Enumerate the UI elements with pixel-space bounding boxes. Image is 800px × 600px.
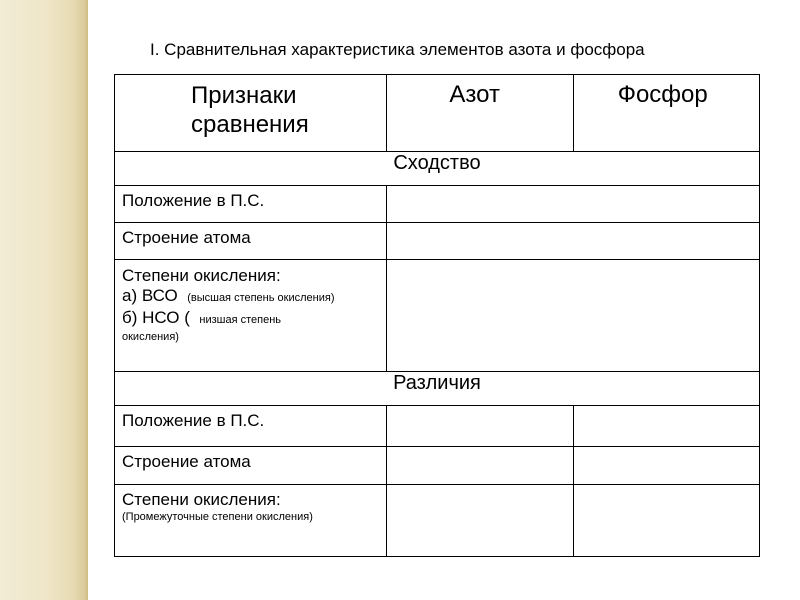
oxidation-b [122,308,386,330]
table-row [115,447,760,485]
row-label-oxidation [115,260,387,372]
header-row [115,75,760,152]
slide-side-band-edge [86,0,88,600]
cell-nitrogen-oxidation[interactable] [387,485,573,557]
cell-phosphorus-position[interactable] [573,406,759,447]
row-label-oxidation-diff [115,485,387,557]
cell-similarity-position[interactable] [387,186,760,223]
oxidation-a-note: (высшая степень окисления) [187,292,335,304]
cell-phosphorus-oxidation[interactable] [573,485,759,557]
table-row [115,260,760,372]
oxidation-a [122,286,386,308]
cell-similarity-oxidation[interactable] [387,260,760,372]
table-row [115,485,760,557]
cell-nitrogen-position[interactable] [387,406,573,447]
row-label-structure: Строение атома [115,223,387,260]
slide-side-band [0,0,86,600]
section-row-similarity [115,152,760,186]
oxidation-a-label: а) ВСО [122,286,178,305]
table-row [115,223,760,260]
oxidation-note-diff: (Промежуточные степени окисления) [122,511,313,523]
oxidation-title-diff: Степени окисления: [122,490,281,509]
table-row [115,406,760,447]
oxidation-b-note: низшая степень [199,314,282,326]
row-label-position: Положение в П.С. [115,186,387,223]
cell-nitrogen-structure[interactable] [387,447,573,485]
comparison-table [114,74,760,557]
cell-similarity-structure[interactable] [387,223,760,260]
header-nitrogen: Азот [387,75,573,152]
header-phosphorus: Фосфор [573,75,759,152]
oxidation-b-note-cont: окисления) [122,331,179,343]
cell-phosphorus-structure[interactable] [573,447,759,485]
row-label-structure-diff: Строение атома [115,447,387,485]
oxidation-title: Степени окисления: [122,266,281,285]
table-row [115,186,760,223]
section-differences: Различия [115,372,760,406]
section-similarity: Сходство [115,152,760,186]
row-label-position-diff: Положение в П.С. [115,406,387,447]
oxidation-b-label: б) НСО ( [122,308,190,327]
section-row-differences [115,372,760,406]
slide-title: I. Сравнительная характеристика элементов азота и фосфора [150,40,645,59]
header-criteria: Признаки сравнения [115,75,387,152]
